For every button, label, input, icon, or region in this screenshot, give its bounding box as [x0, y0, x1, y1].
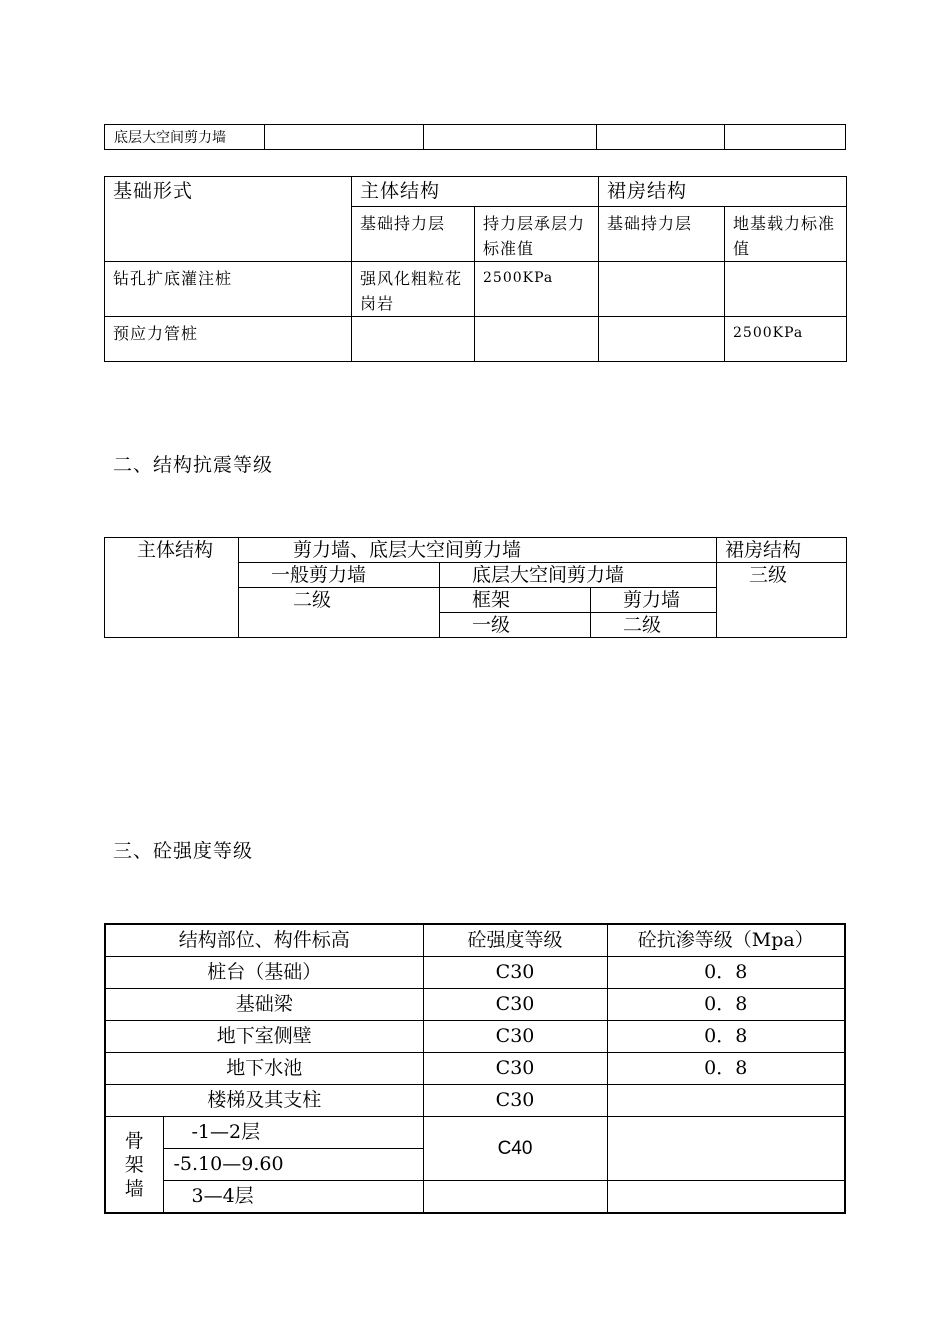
cell-empty [724, 125, 845, 150]
cell-grade-empty [423, 1181, 607, 1214]
cell-main-value [475, 317, 599, 362]
podium-bearing-value-header: 地基载力标准值 [725, 207, 847, 262]
cell-level: 3—4层 [163, 1181, 423, 1214]
table-row [105, 957, 845, 989]
frame-wall-label [105, 1117, 163, 1214]
cell-podium-layer [599, 262, 725, 317]
cell-seep: 0．8 [607, 989, 845, 1021]
cell-podium-value [725, 262, 847, 317]
cell-label: 底层大空间剪力墙 [105, 125, 265, 150]
cell-main-layer [352, 317, 475, 362]
cell-level: -1—2层 [163, 1117, 423, 1149]
frame-grade: 一级 [440, 613, 591, 638]
cell-empty [265, 125, 424, 150]
seismic-grade-table [104, 537, 847, 638]
table-row [105, 317, 847, 362]
header-seep: 砼抗渗等级（Mpa） [607, 924, 845, 957]
cell-grade: C30 [423, 1053, 607, 1085]
table-row [105, 125, 846, 150]
table-row [105, 1021, 845, 1053]
cell-seep-empty [607, 1117, 845, 1181]
section-heading-seismic: 二、结构抗震等级 [113, 454, 274, 476]
general-wall-label: 一般剪力墙 [239, 563, 440, 588]
cell-seep-empty [607, 1181, 845, 1214]
table-row [105, 262, 847, 317]
table-row [105, 538, 847, 563]
cell-part: 基础梁 [105, 989, 423, 1021]
cell-seep: 0．8 [607, 957, 845, 989]
main-structure-label: 主体结构 [105, 538, 239, 638]
cell-part: 地下室侧壁 [105, 1021, 423, 1053]
bottom-wall-label: 底层大空间剪力墙 [440, 563, 717, 588]
general-wall-grade: 二级 [239, 588, 440, 638]
cell-empty [424, 125, 596, 150]
table-row [105, 1053, 845, 1085]
table-row [105, 1117, 845, 1149]
concrete-grade-table [104, 923, 846, 1214]
main-bearing-value-header: 持力层承层力标准值 [475, 207, 599, 262]
cell-foundation-type: 钻孔扩底灌注桩 [105, 262, 352, 317]
cell-seep [607, 1085, 845, 1117]
table-row [105, 177, 847, 207]
shear-wall-label: 剪力墙 [591, 588, 717, 613]
foundation-type-header: 基础形式 [105, 177, 352, 262]
cell-part: 桩台（基础） [105, 957, 423, 989]
cell-main-layer: 强风化粗粒花岗岩 [352, 262, 475, 317]
cell-grade: C30 [423, 1021, 607, 1053]
podium-structure-label: 裙房结构 [717, 538, 847, 563]
cell-grade: C30 [423, 989, 607, 1021]
foundation-table [104, 176, 847, 362]
frame-label: 框架 [440, 588, 591, 613]
cell-seep: 0．8 [607, 1021, 845, 1053]
header-part: 结构部位、构件标高 [105, 924, 423, 957]
table-row [105, 1181, 845, 1214]
main-structure-header: 主体结构 [352, 177, 599, 207]
podium-structure-header: 裙房结构 [599, 177, 847, 207]
table-row [105, 989, 845, 1021]
podium-bearing-layer-header: 基础持力层 [599, 207, 725, 262]
cell-part: 楼梯及其支柱 [105, 1085, 423, 1117]
frame-wall-text: 骨架墙 [124, 1129, 144, 1200]
top-partial-table [104, 124, 846, 150]
wall-type-header: 剪力墙、底层大空间剪力墙 [239, 538, 717, 563]
podium-grade: 三级 [717, 563, 847, 638]
cell-seep: 0．8 [607, 1053, 845, 1085]
cell-main-value: 2500KPa [475, 262, 599, 317]
cell-grade: C30 [423, 1085, 607, 1117]
main-bearing-layer-header: 基础持力层 [352, 207, 475, 262]
section-heading-concrete: 三、砼强度等级 [113, 840, 254, 862]
cell-part: 地下水池 [105, 1053, 423, 1085]
table-row [105, 1085, 845, 1117]
cell-empty [596, 125, 724, 150]
cell-level: -5.10—9.60 [163, 1149, 423, 1181]
cell-grade: C30 [423, 957, 607, 989]
frame-wall-grade: C40 [423, 1117, 607, 1181]
shear-wall-grade: 二级 [591, 613, 717, 638]
cell-podium-layer [599, 317, 725, 362]
header-grade: 砼强度等级 [423, 924, 607, 957]
cell-podium-value: 2500KPa [725, 317, 847, 362]
cell-foundation-type: 预应力管桩 [105, 317, 352, 362]
table-row [105, 924, 845, 957]
